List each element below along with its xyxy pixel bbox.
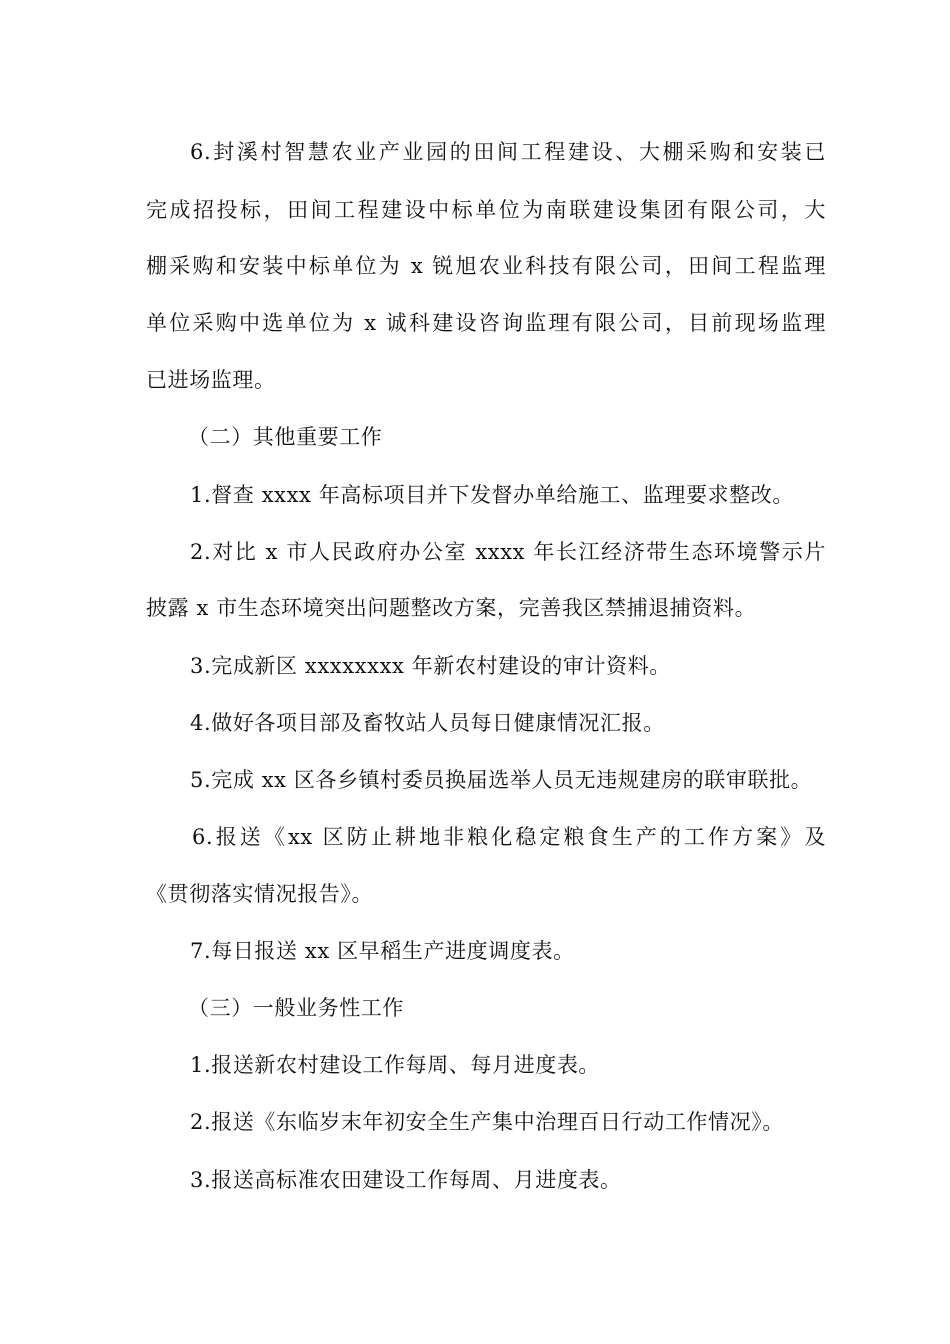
list-item: 2.报送《东临岁末年初安全生产集中治理百日行动工作情况》。 xyxy=(190,1110,784,1134)
paragraph-line: 6.封溪村智慧农业产业园的田间工程建设、大棚采购和安装已 xyxy=(190,140,826,164)
list-item: 4.做好各项目部及畜牧站人员每日健康情况汇报。 xyxy=(190,711,665,735)
list-item: 5.完成 xx 区各乡镇村委员换届选举人员无违规建房的联审联批。 xyxy=(190,768,813,792)
list-item: 3.完成新区 xxxxxxxx 年新农村建设的审计资料。 xyxy=(190,654,671,678)
list-item: 1.督查 xxxx 年高标项目并下发督办单给施工、监理要求整改。 xyxy=(190,483,794,507)
paragraph-line: 完成招投标，田间工程建设中标单位为南联建设集团有限公司，大 xyxy=(146,198,826,222)
list-item: 1.报送新农村建设工作每周、每月进度表。 xyxy=(190,1053,601,1077)
section-heading: （三）一般业务性工作 xyxy=(188,996,404,1020)
list-item: 6.报送《xx 区防止耕地非粮化稳定粮食生产的工作方案》及 xyxy=(192,825,826,849)
list-item: 7.每日报送 xx 区早稻生产进度调度表。 xyxy=(190,939,575,963)
list-item: 2.对比 x 市人民政府办公室 xxxx 年长江经济带生态环境警示片 xyxy=(190,540,826,564)
section-heading: （二）其他重要工作 xyxy=(188,425,383,449)
paragraph-line: 单位采购中选单位为 x 诚科建设咨询监理有限公司，目前现场监理 xyxy=(146,311,826,335)
paragraph-line: 已进场监理。 xyxy=(146,368,276,392)
list-item-continuation: 披露 x 市生态环境突出问题整改方案，完善我区禁捕退捕资料。 xyxy=(146,596,757,620)
list-item: 3.报送高标准农田建设工作每周、月进度表。 xyxy=(190,1168,622,1192)
paragraph-line: 棚采购和安装中标单位为 x 锐旭农业科技有限公司，田间工程监理 xyxy=(146,254,826,278)
list-item-continuation: 《贯彻落实情况报告》。 xyxy=(146,882,374,906)
